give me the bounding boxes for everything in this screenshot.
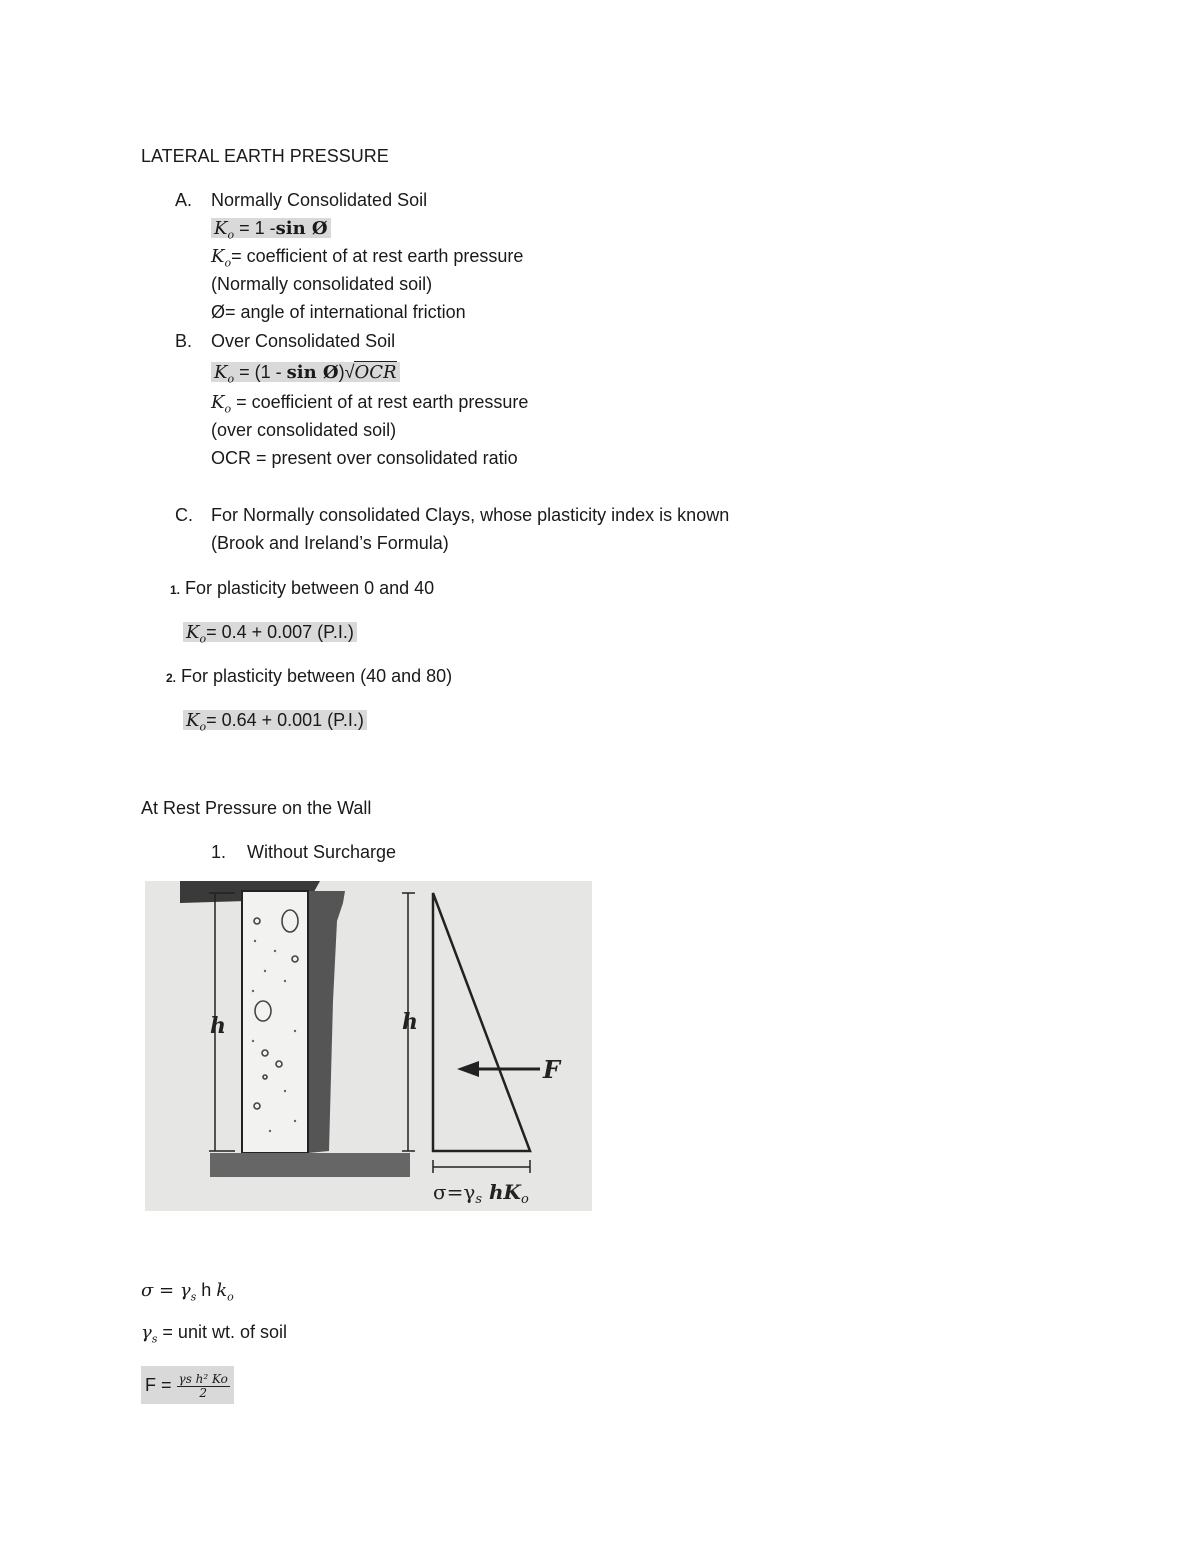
section-b-def3: OCR = present over consolidated ratio — [211, 448, 518, 468]
list-item — [166, 664, 452, 690]
item-formula — [183, 620, 357, 652]
wall-pressure-diagram — [145, 881, 592, 1211]
label-h-right: h — [402, 1009, 418, 1035]
sin-phi: sin Ø — [286, 362, 339, 383]
gamma-subscript: s — [190, 1290, 197, 1304]
force-fraction — [177, 1373, 230, 1400]
list-item — [170, 576, 434, 602]
section-a-heading: Normally Consolidated Soil — [211, 190, 428, 210]
section-a-def3: Ø= angle of international friction — [211, 302, 466, 322]
item-text: For plasticity between 0 and 40 — [180, 578, 435, 598]
force-arrowhead — [457, 1061, 479, 1077]
sigma-equation — [141, 1278, 234, 1310]
ko-subscript: o — [199, 632, 207, 646]
item-number: 1. — [170, 583, 181, 597]
gamma-text: = unit wt. of soil — [157, 1322, 287, 1342]
section-c-marker: C. — [175, 505, 193, 525]
sqrt-sign: )√ — [338, 362, 355, 382]
fraction-denominator: 2 — [199, 1385, 208, 1400]
k-subscript: o — [227, 1290, 234, 1304]
at-rest-heading: At Rest Pressure on the Wall — [141, 798, 372, 818]
section-a-formula — [211, 216, 331, 248]
ko-subscript: o — [199, 720, 207, 734]
definition-text: = coefficient of at rest earth pressure — [231, 246, 524, 266]
section-b-def2: (over consolidated soil) — [211, 420, 397, 440]
section-a-def1 — [211, 244, 523, 276]
formula-text: = 0.64 + 0.001 (P.I.) — [206, 710, 364, 730]
ocr-term: OCR — [354, 362, 397, 383]
section-b-def1 — [211, 390, 528, 422]
section-c-subheading: (Brook and Ireland’s Formula) — [211, 533, 449, 553]
ko-subscript: o — [224, 402, 232, 416]
label-force: F — [543, 1055, 561, 1084]
force-equation — [141, 1366, 234, 1404]
gamma-definition — [141, 1320, 287, 1352]
ko-symbol: K — [186, 710, 200, 731]
formula-text: = 0.4 + 0.007 (P.I.) — [206, 622, 354, 642]
section-b-formula — [211, 360, 400, 392]
section-b-heading: Over Consolidated Soil — [211, 331, 396, 351]
sin-phi: sin Ø — [275, 218, 328, 239]
formula-text: = (1 - — [234, 362, 287, 382]
at-rest-list-text: Without Surcharge — [247, 842, 397, 862]
section-c-heading: For Normally consolidated Clays, whose plasticity index is known — [211, 505, 730, 525]
ko-symbol: K — [211, 392, 225, 413]
page-title: LATERAL EARTH PRESSURE — [141, 146, 389, 166]
section-a-def2: (Normally consolidated soil) — [211, 274, 433, 294]
ko-subscript: o — [224, 256, 232, 270]
ko-symbol: K — [214, 362, 228, 383]
section-a-marker: A. — [175, 190, 193, 210]
item-formula — [183, 708, 367, 740]
h-term: h — [196, 1280, 217, 1300]
definition-text: = coefficient of at rest earth pressure — [231, 392, 529, 412]
at-rest-list-number: 1. — [211, 842, 227, 862]
gamma-subscript: s — [151, 1332, 158, 1346]
fraction-numerator: γs h² Ko — [178, 1371, 228, 1386]
concrete-wall — [242, 891, 308, 1153]
gamma-symbol: γ — [141, 1322, 152, 1343]
force-lhs: F = — [145, 1375, 177, 1395]
wall-pressure-figure — [145, 881, 592, 1211]
ko-subscript: o — [227, 372, 235, 386]
ko-symbol: K — [214, 218, 228, 239]
base-dimension — [433, 1160, 530, 1173]
ko-subscript: o — [227, 228, 235, 242]
item-text: For plasticity between (40 and 80) — [176, 666, 453, 686]
pressure-triangle — [433, 893, 530, 1151]
ko-symbol: K — [186, 622, 200, 643]
k-term: k — [216, 1280, 228, 1301]
backfill-soil — [308, 891, 345, 1153]
section-b-marker: B. — [175, 331, 193, 351]
ko-symbol: K — [211, 246, 225, 267]
item-number: 2. — [166, 671, 177, 685]
formula-text: = 1 - — [234, 218, 276, 238]
ground-base — [210, 1153, 410, 1177]
label-h-left: h — [210, 1013, 226, 1039]
sigma-lhs: σ = γ — [141, 1280, 191, 1301]
label-stress: $\sigma=\gamma_s$ $hK_o$ — [433, 1180, 529, 1207]
